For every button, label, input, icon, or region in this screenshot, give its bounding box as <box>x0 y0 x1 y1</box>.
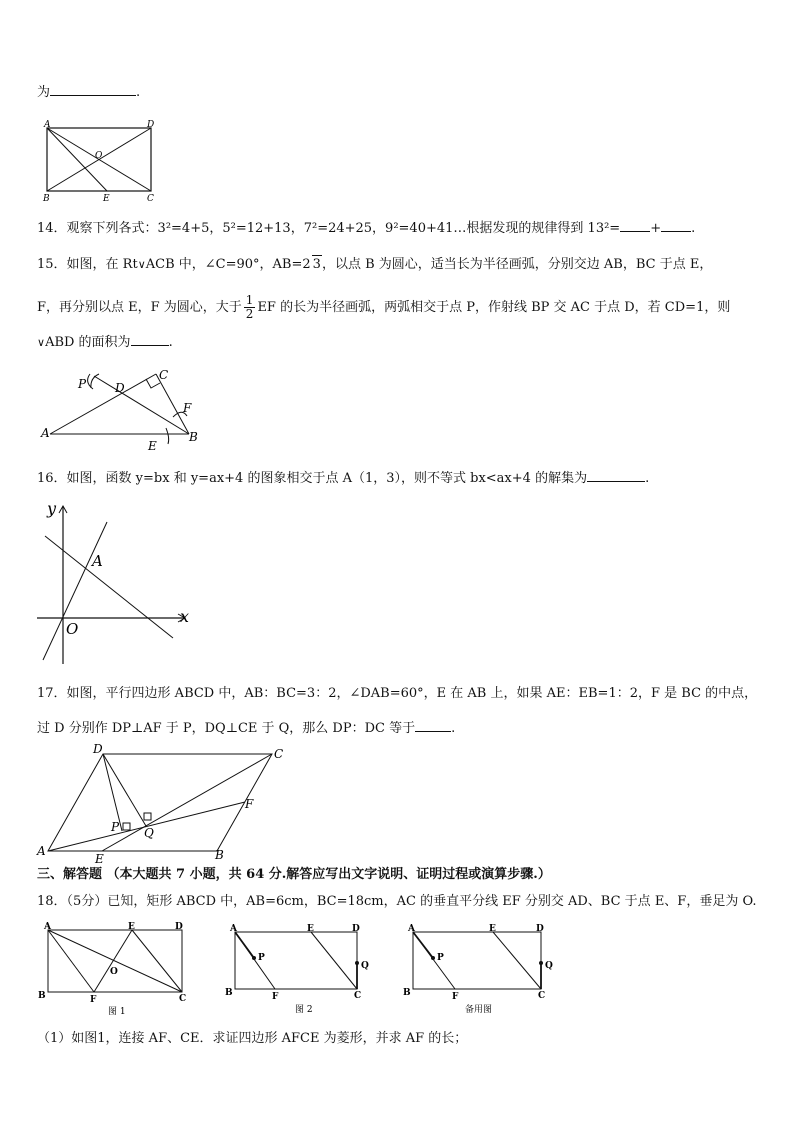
q16-blank[interactable] <box>587 468 645 482</box>
label-P: P <box>258 953 265 963</box>
label-E: E <box>148 439 157 453</box>
label-A: A <box>41 426 50 440</box>
label-B: B <box>43 194 50 204</box>
caption-spare: 备用图 <box>465 1005 493 1015</box>
q13-prefix: 为 <box>37 85 51 100</box>
label-A: A <box>408 924 415 934</box>
q14-blank-1[interactable] <box>620 218 650 232</box>
label-E: E <box>128 922 135 932</box>
label-B: B <box>403 988 411 998</box>
label-C: C <box>159 368 169 382</box>
label-B: B <box>189 430 198 444</box>
label-C: C <box>354 991 362 1001</box>
label-F: F <box>272 992 279 1002</box>
label-D: D <box>115 381 125 395</box>
section-3-heading: 三、解答题 （本大题共 7 小题，共 64 分.解答应写出文字说明、证明过程或演算步骤.） <box>37 867 551 882</box>
label-C: C <box>147 194 154 204</box>
label-C: C <box>179 994 187 1004</box>
label-Q: Q <box>361 961 369 971</box>
label-C: C <box>538 991 546 1001</box>
label-A: A <box>230 924 237 934</box>
q17-blank[interactable] <box>415 718 451 732</box>
label-y: y <box>47 499 57 518</box>
label-x: x <box>180 607 190 626</box>
label-B: B <box>215 848 224 862</box>
label-O: O <box>110 967 118 977</box>
question-14: 14．观察下列各式：3²=4+5，5²=12+13，7²=24+25，9²=40+41…根据发现的规律得到 13²= + . <box>37 218 695 238</box>
label-D: D <box>536 924 544 934</box>
label-F: F <box>183 401 192 415</box>
figure-17-parallelogram <box>35 742 295 867</box>
figure-18-1 <box>38 922 198 1017</box>
label-B: B <box>38 991 46 1001</box>
q13-blank[interactable] <box>50 82 136 96</box>
caption-fig1: 图 1 <box>108 1007 126 1017</box>
question-15-line-3: ∨ABD 的面积为 . <box>37 332 173 352</box>
question-15-line-1: 15．如图，在 Rt∨ACB 中，∠C=90°，AB=2 3，以点 B 为圆心，适当长为半径画弧，分别交边 AB，BC 于点 E， <box>37 257 713 272</box>
question-18-part-1: （1）如图1，连接 AF、CE．求证四边形 AFCE 为菱形，并求 AF 的长； <box>37 1031 468 1046</box>
question-16: 16．如图，函数 y=bx 和 y=ax+4 的图象相交于点 A（1，3），则不等式 bx<ax+4 的解集为 . <box>37 468 649 488</box>
figure-18-spare <box>403 922 563 1017</box>
label-D: D <box>352 924 360 934</box>
label-A: A <box>92 552 103 570</box>
label-D: D <box>147 120 155 130</box>
label-E: E <box>103 194 110 204</box>
label-F: F <box>452 992 459 1002</box>
figure-18-2 <box>225 922 385 1017</box>
question-17-line-1: 17．如图，平行四边形 ABCD 中，AB：BC=3：2，∠DAB=60°，E 在 AB 上，如果 AE：EB=1：2，F 是 BC 的中点， <box>37 686 758 701</box>
q14-blank-2[interactable] <box>661 218 691 232</box>
label-F: F <box>90 995 97 1005</box>
label-E: E <box>307 924 314 934</box>
label-A: A <box>44 922 51 932</box>
fraction-one-half: $\frac{1}{2}$ <box>245 293 254 321</box>
figure-13-rectangle <box>40 118 160 203</box>
q15-blank[interactable] <box>131 332 169 346</box>
q13-answer-line: 为 . <box>37 82 140 102</box>
label-O: O <box>66 620 79 638</box>
label-Q: Q <box>144 826 154 840</box>
label-P: P <box>437 953 444 963</box>
caption-fig2: 图 2 <box>295 1005 313 1015</box>
question-17-line-2: 过 D 分别作 DP⊥AF 于 P，DQ⊥CE 于 Q，那么 DP：DC 等于 . <box>37 718 455 738</box>
label-C: C <box>274 747 284 761</box>
label-F: F <box>245 797 254 811</box>
label-E: E <box>95 852 104 866</box>
label-A: A <box>44 120 51 130</box>
figure-15-triangle <box>38 362 208 452</box>
label-E: E <box>489 924 496 934</box>
sqrt-three: 3 <box>312 257 321 272</box>
label-A: A <box>37 844 46 858</box>
label-D: D <box>175 922 183 932</box>
label-P: P <box>78 377 87 391</box>
label-B: B <box>225 988 233 998</box>
question-18: 18．（5分）已知，矩形 ABCD 中，AB=6cm，BC=18cm，AC 的垂直平分线 EF 分别交 AD、BC 于点 E、F，垂足为 O. <box>37 894 757 909</box>
label-P: P <box>111 820 120 834</box>
label-D: D <box>93 742 103 756</box>
label-O: O <box>95 151 103 161</box>
figure-16-graph <box>35 498 200 668</box>
label-Q: Q <box>545 961 553 971</box>
question-15-line-2: F，再分别以点 E，F 为圆心，大于 $\frac{1}{2}$ EF 的长为半径画弧，两弧相交于点 P，作射线 BP 交 AC 于点 D，若 CD=1，则 <box>37 293 731 321</box>
